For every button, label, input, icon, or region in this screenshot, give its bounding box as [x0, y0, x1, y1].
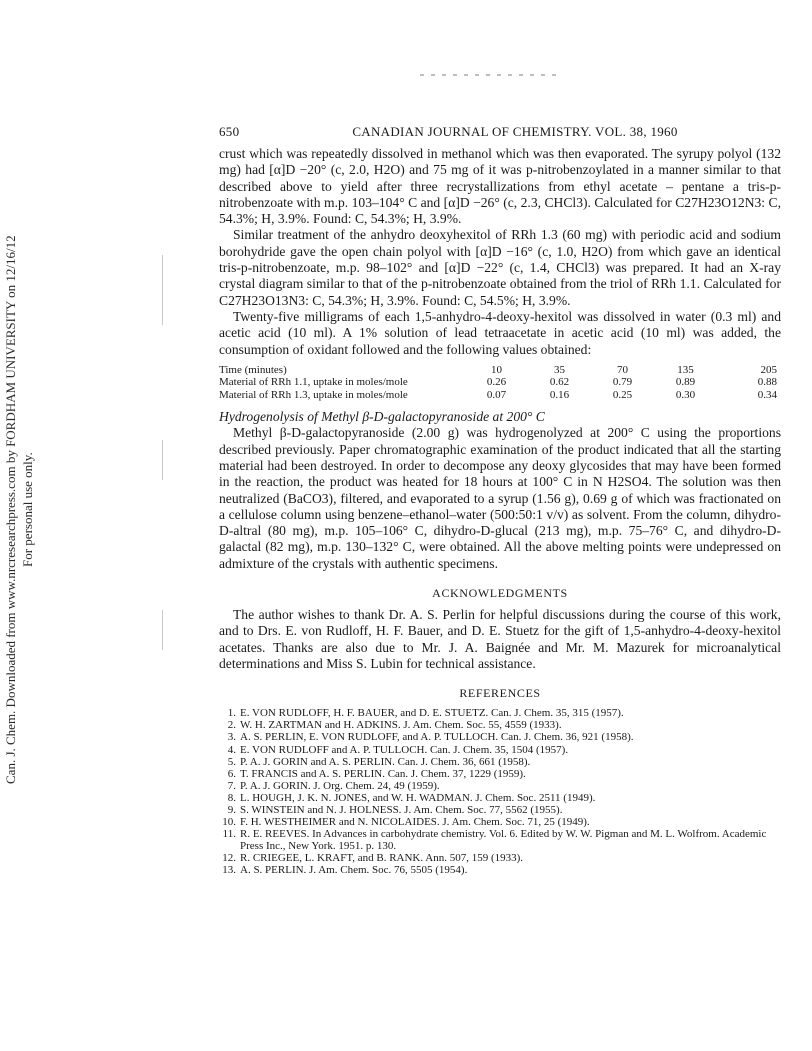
scan-artifact-dots [420, 74, 560, 76]
table-cell: 0.34 [757, 388, 777, 401]
acknowledgments-paragraph: The author wishes to thank Dr. A. S. Perlin for helpful discussions during the course of this work, and to Drs. E. von Rudloff, H. F. Bauer, and D. E. Stuetz for the gift of 1,5-anhydro-4-deoxy-hexitol acetates. Thanks are also due to Mr. J. A. Baignée and Mr. M. Mazurek for microanalytical determinations and Miss S. Lubin for technical assistance. [219, 607, 781, 671]
list-item [219, 719, 781, 731]
reference-number: 5. [227, 755, 236, 768]
table-cell: 10 [491, 363, 502, 376]
reference-number: 8. [227, 791, 236, 804]
reference-number: 11. [222, 828, 236, 841]
table-row [219, 389, 781, 402]
table-row-label: Time (minutes) [219, 363, 287, 376]
hydrogenolysis-paragraph: Methyl β-D-galactopyranoside (2.00 g) was hydrogenolyzed at 200° C using the proportions described previously. Paper chromatographic examination of the product indicated that all the starting material had been destroyed. In order to decompose any deoxy glycosides that may have been formed in the reaction, the product was heated for 18 hours at 100° C in N H2SO4. The solution was then neutralized (BaCO3), filtered, and evaporated to a syrup (1.56 g), 0.69 g of which was fractionated on a cellulose column using benzene–ethanol–water (500:50:1 v/v) as solvent. From the column, dihydro-D-altral (80 mg), m.p. 105–106° C, dihydro-D-glucal (213 mg), m.p. 75–76° C, and dihydro-D-galactal (82 mg), m.p. 130–132° C, were obtained. All the above melting points were undepressed on admixture of the crystals with authentic specimens. [219, 425, 781, 571]
table-cell: 0.16 [549, 388, 570, 401]
table-cell: 205 [760, 363, 777, 376]
reference-number: 3. [227, 731, 236, 744]
download-notice-sidebar [0, 120, 40, 900]
table-cell: 0.89 [675, 376, 696, 389]
journal-title: CANADIAN JOURNAL OF CHEMISTRY. VOL. 38, 1960 [352, 124, 678, 139]
body-paragraph-1: crust which was repeatedly dissolved in methanol which was then evaporated. The syrupy polyol (132 mg) had [α]D −20° (c, 2.0, H2O) and 75 mg of it was p-nitrobenzoylated in a manner similar to that described above to yield after three recrystallizations from ethyl acetate – pentane a tris-p-nitrobenzoate with m.p. 103–104° C and [α]D −26° (c, 2.3, CHCl3). Calculated for C27H23O12N3: C, 54.3%; H, 3.9%. Found: C, 54.3%; H, 3.9%. [219, 146, 781, 227]
body-paragraph-3: Twenty-five milligrams of each 1,5-anhydro-4-deoxy-hexitol was dissolved in water (0.3 ml) and acetic acid (10 ml). A 1% solution of lead tetraacetate in acetic acid (10 ml) was added, the consumption of oxidant followed and the following values obtained: [219, 308, 781, 357]
reference-text: E. VON RUDLOFF, H. F. BAUER, and D. E. STUETZ. Can. J. Chem. 35, 315 (1957). [240, 707, 624, 720]
reference-text: P. A. J. GORIN and A. S. PERLIN. Can. J. Chem. 36, 661 (1958). [240, 755, 531, 768]
table-row-label: Material of RRh 1.1, uptake in moles/mole [219, 376, 408, 389]
list-item [219, 864, 781, 876]
body-paragraph-2: Similar treatment of the anhydro deoxyhexitol of RRh 1.3 (60 mg) with periodic acid and sodium borohydride gave the open chain polyol with [α]D −16° (c, 1.0, H2O) from which gave an identical tris-p-nitrobenzoate, m.p. 98–102° and [α]D −22° (c, 1.4, CHCl3) was prepared. It had an X-ray crystal diagram similar to that of the p-nitrobenzoate obtained from the triol of RRh 1.1. Calculated for C27H23O13N3: C, 54.3%; H, 3.9%. Found: C, 54.5%; H, 3.9%. [219, 227, 781, 308]
list-item [219, 768, 781, 780]
list-item [219, 756, 781, 768]
reference-text: F. H. WESTHEIMER and N. NICOLAIDES. J. Am. Chem. Soc. 71, 25 (1949). [240, 816, 590, 829]
table-cell: 0.07 [486, 388, 507, 401]
acknowledgments-heading: ACKNOWLEDGMENTS [432, 586, 568, 601]
reference-number: 2. [227, 719, 236, 732]
reference-text: T. FRANCIS and A. S. PERLIN. Can. J. Chem. 37, 1229 (1959). [240, 767, 526, 780]
reference-text: P. A. J. GORIN. J. Org. Chem. 24, 49 (1959). [240, 779, 440, 792]
reference-text: W. H. ZARTMAN and H. ADKINS. J. Am. Chem. Soc. 55, 4559 (1933). [240, 719, 562, 732]
table-cell: 0.79 [612, 376, 633, 389]
table-cell: 0.62 [549, 376, 570, 389]
table-cell: 0.30 [675, 388, 696, 401]
references-list [219, 707, 781, 876]
reference-text: L. HOUGH, J. K. N. JONES, and W. H. WADMAN. J. Chem. Soc. 2511 (1949). [240, 791, 596, 804]
reference-text: S. WINSTEIN and N. J. HOLNESS. J. Am. Chem. Soc. 77, 5562 (1955). [240, 803, 563, 816]
reference-text: A. S. PERLIN, E. VON RUDLOFF, and A. P. TULLOCH. Can. J. Chem. 36, 921 (1958). [240, 731, 634, 744]
reference-number: 9. [227, 803, 236, 816]
scan-artifact-line [162, 440, 163, 480]
page-number: 650 [219, 124, 240, 139]
reference-text: R. E. REEVES. In Advances in carbohydrate chemistry. Vol. 6. Edited by W. W. Pigman and M. L. Wolfrom. Academic Press Inc., New York. 1951. p. 130. [240, 828, 767, 853]
list-item [219, 804, 781, 816]
list-item [219, 792, 781, 804]
list-item [219, 707, 781, 719]
reference-text: A. S. PERLIN. J. Am. Chem. Soc. 76, 5505 (1954). [240, 864, 468, 877]
section-subheading: Hydrogenolysis of Methyl β-D-galactopyranoside at 200° C [219, 409, 545, 425]
download-notice-line2: For personal use only. [20, 452, 35, 568]
download-notice-text [2, 120, 42, 900]
reference-text: E. VON RUDLOFF and A. P. TULLOCH. Can. J. Chem. 35, 1504 (1957). [240, 743, 569, 756]
running-header [219, 124, 781, 146]
scan-artifact-line [162, 610, 163, 650]
table-row [219, 376, 781, 389]
list-item [219, 744, 781, 756]
scan-artifact-line [162, 255, 163, 325]
list-item [219, 828, 781, 852]
reference-number: 13. [222, 864, 236, 877]
reference-number: 1. [227, 707, 236, 720]
table-cell: 35 [554, 363, 565, 376]
download-notice-line1: Can. J. Chem. Downloaded from www.nrcresearchpress.com by FORDHAM UNIVERSITY on 12/16/12 [3, 235, 18, 785]
table-cell: 70 [617, 363, 628, 376]
table-cell: 0.26 [486, 376, 507, 389]
oxidation-table [219, 364, 781, 402]
table-cell: 0.88 [757, 376, 777, 389]
table-cell: 135 [677, 363, 694, 376]
reference-number: 7. [227, 779, 236, 792]
references-heading: REFERENCES [459, 686, 541, 701]
list-item [219, 731, 781, 743]
journal-page [219, 124, 781, 877]
list-item [219, 852, 781, 864]
reference-text: R. CRIEGEE, L. KRAFT, and B. RANK. Ann. 507, 159 (1933). [240, 852, 524, 865]
table-row-label: Material of RRh 1.3, uptake in moles/mole [219, 388, 408, 401]
list-item [219, 780, 781, 792]
table-cell: 0.25 [612, 388, 633, 401]
reference-number: 10. [222, 816, 236, 829]
reference-number: 4. [227, 743, 236, 756]
table-row [219, 364, 781, 377]
list-item [219, 816, 781, 828]
reference-number: 6. [227, 767, 236, 780]
reference-number: 12. [222, 852, 236, 865]
